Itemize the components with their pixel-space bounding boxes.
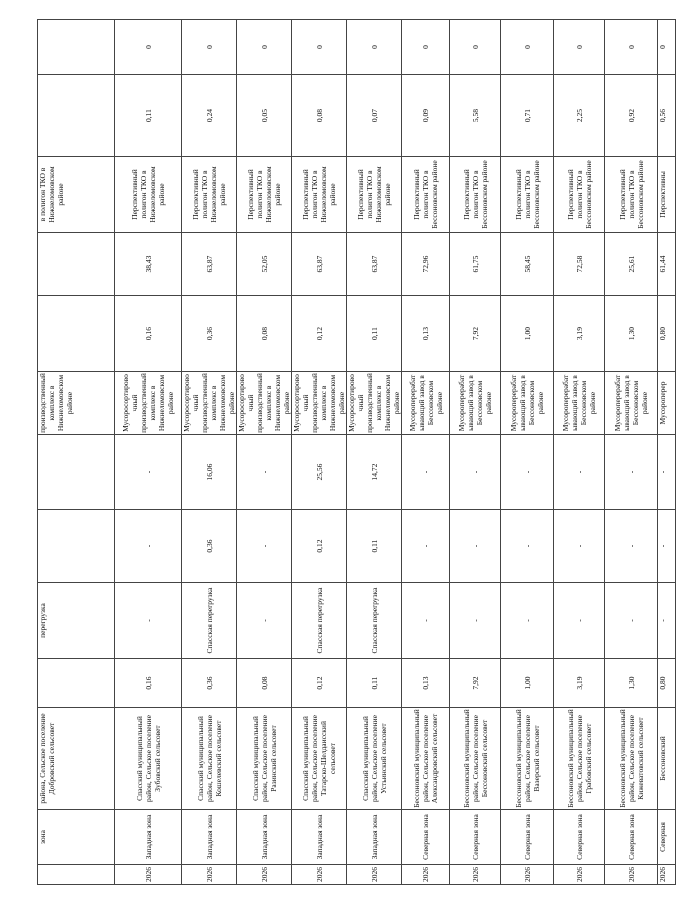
- processing-volume-cell: 0,36: [182, 296, 237, 372]
- municipality-cell: Бессоновский муниципальный район, Сельское поселение Вазерский сельсовет: [501, 708, 554, 810]
- year-cell: 2026: [292, 865, 347, 885]
- transfer-station-cell: Спасская перегрузка: [347, 583, 402, 659]
- landfill-volume-cell: 2,25: [554, 75, 605, 157]
- table-row: [605, 20, 658, 885]
- municipality-cell: Бессоновский муниципальный район, Сельское поселение Кижеватовский сельсовет: [605, 708, 658, 810]
- landfill-volume-cell: 0,56: [658, 75, 676, 157]
- landfill-volume-cell: 0,24: [182, 75, 237, 157]
- processing-volume-cell: 7,92: [450, 296, 501, 372]
- municipality-cell: Бессоновский муниципальный район, Сельское поселение Александровский сельсовет: [402, 708, 450, 810]
- landfill-cell: Перспективный полигон ТКО в Нижнеломовском районе: [347, 157, 402, 233]
- volume-cell: [38, 659, 115, 708]
- table-row: [237, 20, 292, 885]
- year-cell: 2026: [182, 865, 237, 885]
- landfill-cell: Перспективный полигон ТКО в Нижнеломовском районе: [292, 157, 347, 233]
- transfer-distance-cell: [38, 435, 115, 510]
- other-volume-cell: 0: [347, 20, 402, 75]
- processing-volume-cell: 0,11: [347, 296, 402, 372]
- table-row: [450, 20, 501, 885]
- transfer-volume-cell: -: [450, 510, 501, 583]
- volume-cell: 1,00: [501, 659, 554, 708]
- transfer-distance-cell: -: [501, 435, 554, 510]
- processing-distance-cell: 61,75: [450, 233, 501, 296]
- table-row: [347, 20, 402, 885]
- transfer-station-cell: -: [450, 583, 501, 659]
- zone-cell: Северная зона: [501, 810, 554, 865]
- processing-distance-cell: 25,61: [605, 233, 658, 296]
- table-row: [38, 20, 115, 885]
- other-volume-cell: 0: [605, 20, 658, 75]
- municipality-cell: Спасский муниципальный район, Сельское поселение Кошелевский сельсовет: [182, 708, 237, 810]
- transfer-volume-cell: -: [115, 510, 182, 583]
- year-cell: 2026: [501, 865, 554, 885]
- processing-distance-cell: 58,45: [501, 233, 554, 296]
- landfill-volume-cell: 0,09: [402, 75, 450, 157]
- processing-facility-cell: Мусороперерабатывающий завод в Бессоновском районе: [554, 372, 605, 435]
- volume-cell: 0,80: [658, 659, 676, 708]
- volume-cell: 0,16: [115, 659, 182, 708]
- municipality-cell: Спасский муниципальный район, Сельское поселение Татарско-Шелдаисский сельсовет: [292, 708, 347, 810]
- processing-facility-cell: Мусороперерабатывающий завод в Бессоновском районе: [605, 372, 658, 435]
- processing-facility-cell: Мусороперерабатывающий завод в Бессоновском районе: [402, 372, 450, 435]
- processing-distance-cell: 61,44: [658, 233, 676, 296]
- volume-cell: 0,12: [292, 659, 347, 708]
- municipality-cell: Бессоновский: [658, 708, 676, 810]
- processing-facility-cell: Мусоросортировочный производственный комплекс в Нижнеломовском районе: [182, 373, 236, 433]
- processing-distance-cell: 63,87: [182, 233, 237, 296]
- processing-distance-cell: 63,87: [347, 233, 402, 296]
- processing-distance-cell: 38,43: [115, 233, 182, 296]
- other-volume-cell: 0: [658, 20, 676, 75]
- other-volume-cell: [38, 20, 115, 75]
- other-volume-cell: 0: [450, 20, 501, 75]
- year-cell: [38, 865, 115, 885]
- zone-cell: Северная зона: [554, 810, 605, 865]
- other-volume-cell: 0: [237, 20, 292, 75]
- landfill-volume-cell: [38, 75, 115, 157]
- municipality-cell: Бессоновский муниципальный район, Сельское поселение Грабовский сельсовет: [554, 708, 605, 810]
- transfer-volume-cell: -: [658, 510, 676, 583]
- transfer-station-cell: -: [115, 583, 182, 659]
- landfill-cell: Перспективный полигон ТКО в Бессоновском районе: [402, 157, 450, 233]
- processing-volume-cell: 1,00: [501, 296, 554, 372]
- transfer-distance-cell: -: [554, 435, 605, 510]
- zone-cell: Западная зона: [292, 810, 347, 865]
- zone-cell: Северная: [658, 810, 676, 865]
- transfer-station-cell: -: [237, 583, 292, 659]
- landfill-cell: Перспективный полигон ТКО в Нижнеломовском районе: [237, 157, 292, 233]
- table-row: [292, 20, 347, 885]
- transfer-station-cell: Спасская перегрузка: [292, 583, 347, 659]
- other-volume-cell: 0: [501, 20, 554, 75]
- other-volume-cell: 0: [182, 20, 237, 75]
- landfill-volume-cell: 0,08: [292, 75, 347, 157]
- transfer-distance-cell: -: [402, 435, 450, 510]
- volume-cell: 0,08: [237, 659, 292, 708]
- zone-cell: Северная зона: [450, 810, 501, 865]
- table-row: [115, 20, 182, 885]
- volume-cell: 1,30: [605, 659, 658, 708]
- landfill-cell: Перспективный полигон ТКО в Бессоновском районе: [501, 157, 554, 233]
- transfer-distance-cell: -: [658, 435, 676, 510]
- volume-cell: 0,36: [182, 659, 237, 708]
- volume-cell: 3,19: [554, 659, 605, 708]
- processing-facility-cell: Мусоросортировочный производственный комплекс в Нижнеломовском районе: [237, 373, 291, 433]
- processing-distance-cell: [38, 233, 115, 296]
- landfill-cell: Перспективный полигон ТКО в Нижнеломовском районе: [115, 157, 182, 233]
- transfer-volume-cell: -: [501, 510, 554, 583]
- zone-cell: Западная зона: [237, 810, 292, 865]
- processing-volume-cell: 0,12: [292, 296, 347, 372]
- transfer-volume-cell: -: [605, 510, 658, 583]
- transfer-distance-cell: -: [115, 435, 182, 510]
- landfill-cell: Перспективны: [658, 157, 676, 233]
- landfill-cell: в полигон ТКО в Нижнеломовском районе: [38, 157, 115, 233]
- municipality-cell: района, Сельское поселение Добровский сельсовет: [38, 708, 115, 810]
- year-cell: 2026: [554, 865, 605, 885]
- processing-distance-cell: 52,05: [237, 233, 292, 296]
- transfer-volume-cell: [38, 510, 115, 583]
- landfill-volume-cell: 0,71: [501, 75, 554, 157]
- year-cell: 2026: [237, 865, 292, 885]
- processing-volume-cell: 0,08: [237, 296, 292, 372]
- transfer-volume-cell: -: [554, 510, 605, 583]
- landfill-cell: Перспективный полигон ТКО в Нижнеломовском районе: [182, 157, 237, 233]
- year-cell: 2026: [347, 865, 402, 885]
- municipality-cell: Спасский муниципальный район, Сельское поселение Устьинский сельсовет: [347, 708, 402, 810]
- zone-cell: Северная зона: [605, 810, 658, 865]
- municipality-cell: Бессоновский муниципальный район, Сельское поселение Бессоновский сельсовет: [450, 708, 501, 810]
- processing-facility-cell: Мусоросортировочный производственный комплекс в Нижнеломовском районе: [292, 373, 346, 433]
- landfill-volume-cell: 5,58: [450, 75, 501, 157]
- transfer-volume-cell: 0,12: [292, 510, 347, 583]
- landfill-volume-cell: 0,07: [347, 75, 402, 157]
- processing-facility-cell: Мусороперер: [658, 372, 676, 435]
- volume-cell: 0,13: [402, 659, 450, 708]
- year-cell: 2026: [402, 865, 450, 885]
- transfer-distance-cell: 14,72: [347, 435, 402, 510]
- transfer-distance-cell: -: [450, 435, 501, 510]
- transfer-distance-cell: -: [237, 435, 292, 510]
- processing-volume-cell: 0,16: [115, 296, 182, 372]
- landfill-cell: Перспективный полигон ТКО в Бессоновском районе: [554, 157, 605, 233]
- municipality-cell: Спасский муниципальный район, Сельское поселение Зубовский сельсовет: [115, 708, 182, 810]
- transfer-volume-cell: 0,36: [182, 510, 237, 583]
- processing-facility-cell: Мусоросортировочный производственный комплекс в Нижнеломовском районе: [347, 373, 401, 433]
- zone-cell: Северная зона: [402, 810, 450, 865]
- transfer-distance-cell: -: [605, 435, 658, 510]
- landfill-volume-cell: 0,11: [115, 75, 182, 157]
- table-body: [38, 20, 676, 885]
- transfer-station-cell: -: [605, 583, 658, 659]
- processing-distance-cell: 72,58: [554, 233, 605, 296]
- processing-distance-cell: 63,87: [292, 233, 347, 296]
- zone-cell: Западная зона: [182, 810, 237, 865]
- processing-volume-cell: 1,30: [605, 296, 658, 372]
- processing-distance-cell: 72,96: [402, 233, 450, 296]
- table-row: [658, 20, 676, 885]
- waste-flow-table: [37, 19, 676, 885]
- transfer-volume-cell: 0,11: [347, 510, 402, 583]
- processing-volume-cell: 0,80: [658, 296, 676, 372]
- landfill-cell: Перспективный полигон ТКО в Бессоновском районе: [450, 157, 501, 233]
- processing-volume-cell: [38, 296, 115, 372]
- year-cell: 2026: [605, 865, 658, 885]
- volume-cell: 7,92: [450, 659, 501, 708]
- table-row: [182, 20, 237, 885]
- processing-facility-cell: Мусороперерабатывающий завод в Бессоновском районе: [501, 372, 554, 435]
- zone-cell: зона: [38, 810, 115, 865]
- transfer-station-cell: перегрузка: [38, 583, 115, 659]
- landfill-volume-cell: 0,92: [605, 75, 658, 157]
- year-cell: 2026: [450, 865, 501, 885]
- other-volume-cell: 0: [292, 20, 347, 75]
- processing-facility-cell: производственный комплекс в Нижнеломовском районе: [38, 372, 115, 435]
- transfer-station-cell: Спасская перегрузка: [182, 583, 237, 659]
- landfill-cell: Перспективный полигон ТКО в Бессоновском районе: [605, 157, 658, 233]
- other-volume-cell: 0: [554, 20, 605, 75]
- processing-volume-cell: 3,19: [554, 296, 605, 372]
- processing-facility-cell: Мусоросортировочный производственный комплекс в Нижнеломовском районе: [115, 372, 182, 435]
- transfer-distance-cell: 25,56: [292, 435, 347, 510]
- processing-facility-cell: Мусороперерабатывающий завод в Бессоновском районе: [450, 372, 501, 435]
- transfer-station-cell: -: [554, 583, 605, 659]
- transfer-station-cell: -: [402, 583, 450, 659]
- volume-cell: 0,11: [347, 659, 402, 708]
- table-row: [402, 20, 450, 885]
- processing-volume-cell: 0,13: [402, 296, 450, 372]
- transfer-volume-cell: -: [402, 510, 450, 583]
- year-cell: 2026: [658, 865, 676, 885]
- rotated-table-wrapper: [37, 20, 667, 885]
- table-row: [554, 20, 605, 885]
- year-cell: 2026: [115, 865, 182, 885]
- other-volume-cell: 0: [115, 20, 182, 75]
- transfer-volume-cell: -: [237, 510, 292, 583]
- transfer-station-cell: -: [501, 583, 554, 659]
- zone-cell: Западная зона: [115, 810, 182, 865]
- transfer-distance-cell: 16,06: [182, 435, 237, 510]
- zone-cell: Западная зона: [347, 810, 402, 865]
- transfer-station-cell: -: [658, 583, 676, 659]
- table-row: [501, 20, 554, 885]
- other-volume-cell: 0: [402, 20, 450, 75]
- municipality-cell: Спасский муниципальный район, Сельское поселение Разинский сельсовет: [237, 708, 292, 810]
- landfill-volume-cell: 0,05: [237, 75, 292, 157]
